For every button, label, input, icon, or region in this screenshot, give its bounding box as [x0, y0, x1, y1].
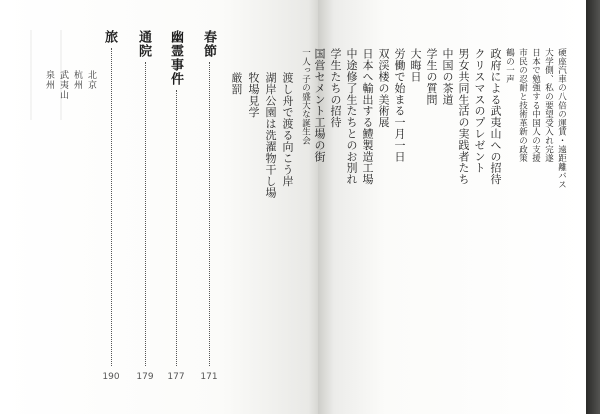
section-item: 硬座汽車の八倍の運賃・遠距離バス: [556, 48, 567, 189]
section-title-tabi: 旅: [102, 30, 117, 44]
leader-dots: [145, 62, 146, 366]
place-name: 杭州: [72, 70, 82, 90]
section-item: 大学側、私の要望受入れ完遂: [543, 48, 554, 163]
book-edge: [586, 0, 600, 414]
section-item: 労働で始まる一月一日: [393, 48, 406, 162]
subsection-title: 湖岸公園は洗濯物干し場: [264, 72, 277, 199]
subsection-title: 厳罰: [230, 72, 243, 95]
show-through: [30, 30, 32, 120]
subsection-title: 牧場見学: [247, 72, 260, 118]
page-number: 177: [167, 372, 185, 382]
section-item: クリスマスのプレゼント: [473, 48, 486, 174]
section-item: 双渓楼の美術展: [377, 48, 390, 128]
section-item: 学生たちの招待: [329, 48, 342, 128]
subsection-title: 渡し舟で渡る向こう岸: [281, 72, 294, 187]
section-item: 市民の忍耐と技術革新の政策: [517, 48, 528, 163]
section-item: 鶴の一声: [504, 48, 515, 84]
page-number: 190: [102, 372, 120, 382]
section-title-tsuin: 通院: [136, 30, 151, 58]
section-item: 国営セメント工場の街: [313, 48, 326, 162]
section-item: 大晦日: [409, 48, 422, 83]
place-name: 武夷山: [58, 70, 68, 100]
section-title-shunsetsu: 春節: [201, 30, 216, 58]
section-item: 政府による武夷山への招待: [489, 48, 502, 185]
leader-dots: [209, 62, 210, 366]
section-item: 日本で勉強する中国人の支援: [530, 48, 541, 163]
leader-dots: [176, 90, 177, 366]
section-item: 中途修了生たちとのお別れ: [345, 48, 358, 185]
section-title-yurei-jiken: 幽霊事件: [168, 30, 183, 86]
place-name: 北京: [86, 70, 96, 90]
right-page: [300, 0, 586, 414]
section-item: 学生の質問: [425, 48, 438, 105]
section-item: 男女共同生活の実践者たち: [457, 48, 470, 185]
page-number: 171: [200, 372, 218, 382]
leader-dots: [111, 48, 112, 366]
place-name: 泉州: [44, 70, 54, 90]
section-item: 中国の茶道: [441, 48, 454, 105]
page-number: 179: [136, 372, 154, 382]
section-item: 日本へ輸出する鱧製造工場: [361, 48, 374, 185]
section-item: 一人っ子の盛大な誕生会: [300, 48, 311, 145]
